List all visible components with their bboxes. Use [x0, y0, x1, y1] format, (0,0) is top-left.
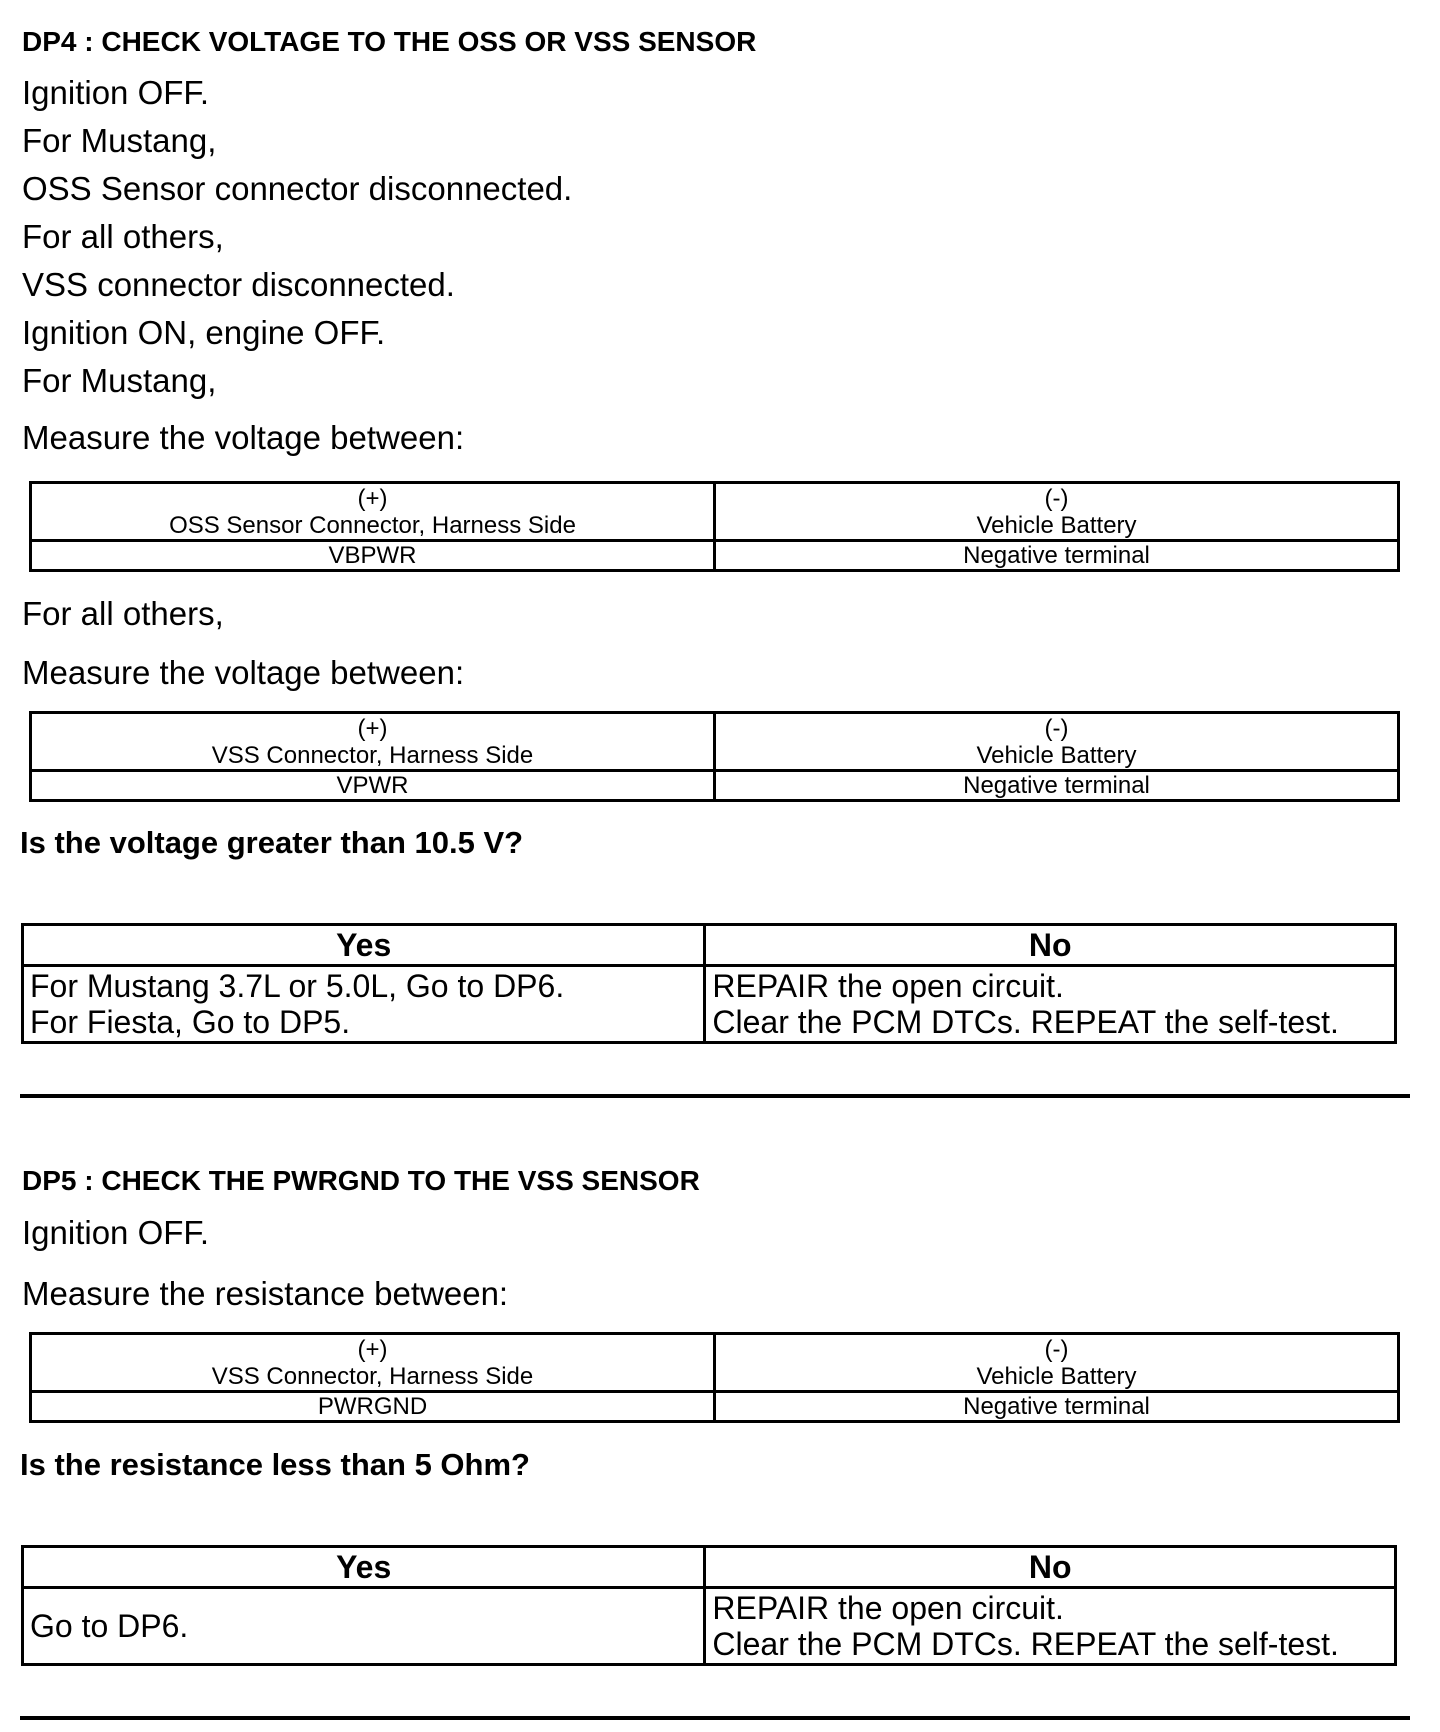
dp4-measure-line: Measure the voltage between: [22, 654, 465, 691]
positive-lead-value: VPWR [31, 771, 715, 801]
yes-result-cell [23, 966, 705, 1043]
dp4-step: For Mustang, [22, 362, 217, 399]
dp4-measurement-table-oss [29, 481, 1400, 572]
dp5-ignition-line: Ignition OFF. [22, 1214, 210, 1251]
negative-sign: (-) [1044, 714, 1069, 742]
dp4-heading: DP4 : CHECK VOLTAGE TO THE OSS OR VSS SENSOR [22, 26, 757, 57]
positive-lead-cell [31, 483, 715, 541]
dp4-step: Ignition ON, engine OFF. [22, 314, 386, 351]
negative-sign: (-) [1044, 1335, 1069, 1363]
positive-lead-value: VBPWR [31, 541, 715, 571]
no-result-line: REPAIR the open circuit. [712, 968, 1064, 1004]
dp4-step: For all others, [22, 218, 224, 255]
dp4-step: Measure the voltage between: [22, 419, 465, 456]
negative-lead-value: Negative terminal [715, 541, 1399, 571]
negative-lead-value: Negative terminal [715, 771, 1399, 801]
positive-lead-label: OSS Sensor Connector, Harness Side [169, 511, 576, 539]
positive-sign: (+) [357, 1335, 388, 1363]
negative-lead-cell [715, 713, 1399, 771]
dp4-step: For Mustang, [22, 122, 217, 159]
negative-lead-label: Vehicle Battery [976, 1362, 1137, 1390]
yes-header: Yes [23, 1547, 705, 1588]
section-divider [20, 1094, 1410, 1098]
dp4-question: Is the voltage greater than 10.5 V? [20, 825, 524, 860]
dp4-step: OSS Sensor connector disconnected. [22, 170, 573, 207]
no-result-line: Clear the PCM DTCs. REPEAT the self-test. [712, 1004, 1339, 1040]
dp4-step: Ignition OFF. [22, 74, 210, 111]
no-result-line: Clear the PCM DTCs. REPEAT the self-test. [712, 1626, 1339, 1662]
yes-result-cell: Go to DP6. [23, 1588, 705, 1665]
positive-sign: (+) [357, 714, 388, 742]
dp4-step: VSS connector disconnected. [22, 266, 455, 303]
no-header: No [705, 1547, 1396, 1588]
negative-lead-label: Vehicle Battery [976, 741, 1137, 769]
positive-lead-value: PWRGND [31, 1392, 715, 1422]
no-result-cell [705, 1588, 1396, 1665]
positive-lead-label: VSS Connector, Harness Side [211, 741, 534, 769]
negative-lead-cell [715, 1334, 1399, 1392]
dp5-heading: DP5 : CHECK THE PWRGND TO THE VSS SENSOR [22, 1165, 700, 1196]
negative-lead-label: Vehicle Battery [976, 511, 1137, 539]
no-result-line: REPAIR the open circuit. [712, 1590, 1064, 1626]
negative-sign: (-) [1044, 484, 1069, 512]
dp5-measurement-table [29, 1332, 1400, 1423]
positive-lead-cell [31, 713, 715, 771]
positive-lead-cell [31, 1334, 715, 1392]
dp5-question: Is the resistance less than 5 Ohm? [20, 1447, 530, 1482]
dp4-measurement-table-vss [29, 711, 1400, 802]
dp5-result-table [21, 1545, 1397, 1666]
positive-lead-label: VSS Connector, Harness Side [211, 1362, 534, 1390]
no-result-cell [705, 966, 1396, 1043]
yes-result-line: For Mustang 3.7L or 5.0L, Go to DP6. [30, 968, 565, 1004]
negative-lead-cell [715, 483, 1399, 541]
yes-result-line: For Fiesta, Go to DP5. [30, 1004, 351, 1040]
dp4-others-line: For all others, [22, 595, 224, 632]
negative-lead-value: Negative terminal [715, 1392, 1399, 1422]
positive-sign: (+) [357, 484, 388, 512]
section-divider [20, 1716, 1410, 1720]
yes-header: Yes [23, 925, 705, 966]
dp5-measure-line: Measure the resistance between: [22, 1275, 509, 1312]
dp4-result-table [21, 923, 1397, 1044]
no-header: No [705, 925, 1396, 966]
